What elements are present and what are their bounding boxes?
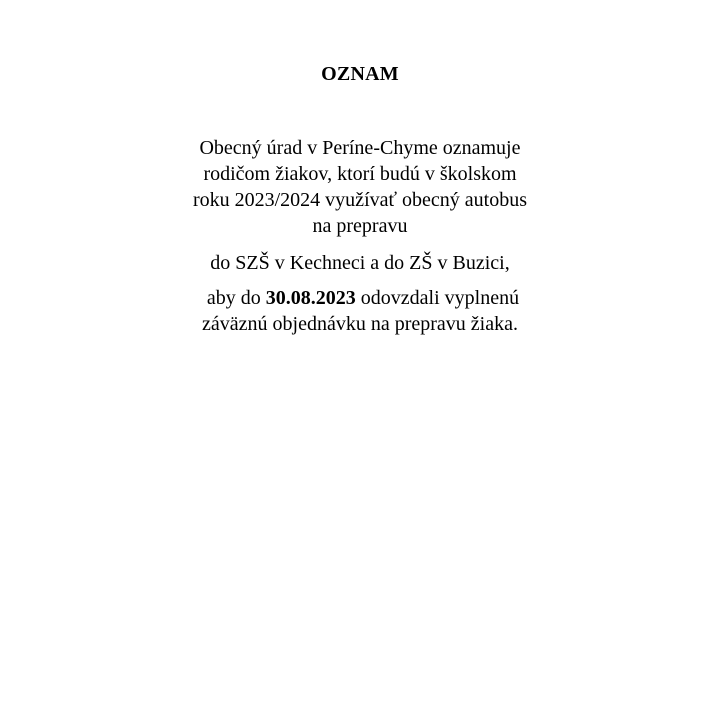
announcement-paragraph-3 <box>0 285 720 337</box>
text-fragment: odovzdali vyplnenú <box>355 287 520 309</box>
text-line: Obecný úrad v Períne-Chyme oznamuje <box>199 137 521 159</box>
text-line: do SZŠ v Kechneci a do ZŠ v Buzici, <box>210 252 510 274</box>
text-line: roku 2023/2024 využívať obecný autobus <box>192 189 528 211</box>
deadline-line <box>0 285 720 311</box>
deadline-date: 30.08.2023 <box>265 287 356 309</box>
text-fragment: aby do <box>206 287 266 309</box>
text-line: na prepravu <box>312 215 408 237</box>
announcement-paragraph-2 <box>0 250 720 276</box>
document-title: OZNAM <box>321 63 399 85</box>
text-line: záväznú objednávku na prepravu žiaka. <box>202 313 518 335</box>
announcement-paragraph-1 <box>0 135 720 239</box>
text-line: rodičom žiakov, ktorí budú v školskom <box>203 163 517 185</box>
